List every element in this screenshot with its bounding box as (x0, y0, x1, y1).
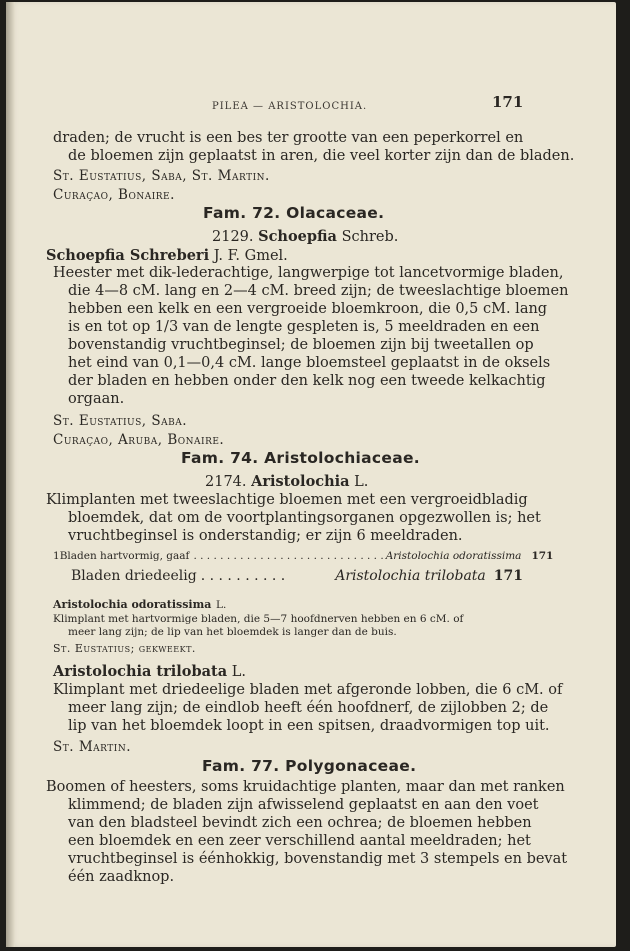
book-page (6, 2, 616, 947)
key-page: 171 (531, 550, 554, 562)
desc-line: die 4—8 cM. lang en 2—4 cM. breed zijn; de tweeslachtige bloemen (68, 283, 569, 299)
key-text: Bladen driedeelig (71, 568, 197, 584)
key-indent (53, 568, 71, 584)
desc-line: orgaan. (68, 391, 125, 407)
genus-author: L. (354, 474, 369, 490)
key-page: 171 (493, 568, 523, 584)
desc-line: Klimplanten met tweeslachtige bloemen met een vergroeidbladig (46, 492, 528, 508)
desc-line: van den bladsteel bevindt zich een ochrea; de bloemen hebben (68, 815, 532, 831)
desc-line: bovenstandig vruchtbeginsel; de bloemen zijn bij tweetallen op (68, 337, 534, 353)
distribution-line: St. Martin. (53, 739, 131, 755)
species-heading (46, 247, 288, 265)
distribution-line: St. Eustatius; gekweekt. (53, 642, 196, 655)
family-heading-77: Fam. 77. Polygonaceae. (202, 757, 417, 775)
desc-line: vruchtbeginsel is onderstandig; er zijn 6 meeldraden. (68, 528, 463, 544)
species-heading (53, 663, 246, 681)
text-line: draden; de vrucht is een bes ter grootte van een peperkorrel en (53, 130, 524, 146)
species-heading-small (53, 596, 226, 613)
desc-line: der bladen en hebben onder den kelk nog een tweede kelkachtig (68, 373, 546, 389)
distribution-line: St. Eustatius, Saba, St. Martin. (53, 168, 270, 184)
small-desc-line: meer lang zijn; de lip van het bloemdek is langer dan de buis. (68, 626, 397, 638)
genus-name: Schoepfia (258, 228, 337, 245)
desc-line: lip van het bloemdek loopt in een spitsen, draadvormigen top uit. (68, 718, 550, 734)
key-leader: . . . . . . . . . . (200, 568, 286, 584)
small-desc-line: Klimplant met hartvormige bladen, die 5—7 hoofdnerven hebben en 6 cM. of (53, 613, 464, 625)
genus-author: Schreb. (341, 229, 399, 245)
key-text: Bladen hartvormig, gaaf (59, 550, 190, 562)
page-gutter (6, 2, 15, 947)
genus-number: 2174. (205, 474, 247, 490)
species-author: J. F. Gmel. (213, 248, 288, 264)
species-name: Aristolochia odoratissima (53, 598, 212, 611)
family-heading-74: Fam. 74. Aristolochiaceae. (181, 449, 420, 467)
key-taxon: Aristolochia trilobata (335, 568, 486, 584)
page-number: 171 (492, 93, 524, 111)
desc-line: een bloemdek en een zeer verschillend aantal meeldraden; het (68, 833, 531, 849)
genus-number: 2129. (212, 229, 254, 245)
desc-line: één zaadknop. (68, 869, 175, 885)
desc-line: meer lang zijn; de eindlob heeft één hoofdnerf, de zijlobben 2; de (68, 700, 549, 716)
desc-line: het eind van 0,1—0,4 cM. lange bloemsteel geplaatst in de oksels (68, 355, 551, 371)
genus-heading (212, 228, 398, 246)
key-number: 1 (53, 550, 60, 562)
key-entry-2 (53, 568, 523, 584)
key-leader: . . . . . . . . . . . . . . . . . . . . . . . . . . . . . (193, 550, 384, 562)
species-name: Schoepfia Schreberi (46, 247, 210, 264)
key-taxon: Aristolochia odoratissima (385, 550, 522, 562)
species-author: L. (215, 599, 227, 611)
desc-line: Klimplant met driedeelige bladen met afgeronde lobben, die 6 cM. of (53, 682, 563, 698)
desc-line: Boomen of heesters, soms kruidachtige planten, maar dan met ranken (46, 779, 565, 795)
desc-line: vruchtbeginsel is éénhokkig, bovenstandig met 3 stempels en bevat (68, 851, 568, 867)
desc-line: bloemdek, dat om de voortplantingsorganen opgezwollen is; het (68, 510, 541, 526)
desc-line: klimmend; de bladen zijn afwisselend geplaatst en aan den voet (68, 797, 539, 813)
desc-line: hebben een kelk en een vergroeide bloemkroon, die 0,5 cM. lang (68, 301, 548, 317)
family-heading-72: Fam. 72. Olacaceae. (203, 204, 385, 222)
desc-line: Heester met dik-lederachtige, langwerpige tot lancetvormige bladen, (53, 265, 564, 281)
species-author: L. (231, 664, 246, 680)
genus-heading (205, 473, 368, 491)
species-name: Aristolochia trilobata (53, 663, 228, 680)
genus-name: Aristolochia (251, 473, 350, 490)
key-entry-1 (53, 550, 554, 562)
distribution-line: St. Eustatius, Saba. (53, 413, 188, 429)
distribution-line: Curaçao, Aruba, Bonaire. (53, 432, 225, 448)
running-title: PILEA — ARISTOLOCHIA. (212, 101, 368, 112)
desc-line: is en tot op 1/3 van de lengte gespleten is, 5 meeldraden en een (68, 319, 540, 335)
distribution-line: Curaçao, Bonaire. (53, 187, 175, 203)
text-line: de bloemen zijn geplaatst in aren, die veel korter zijn dan de bladen. (68, 148, 575, 164)
